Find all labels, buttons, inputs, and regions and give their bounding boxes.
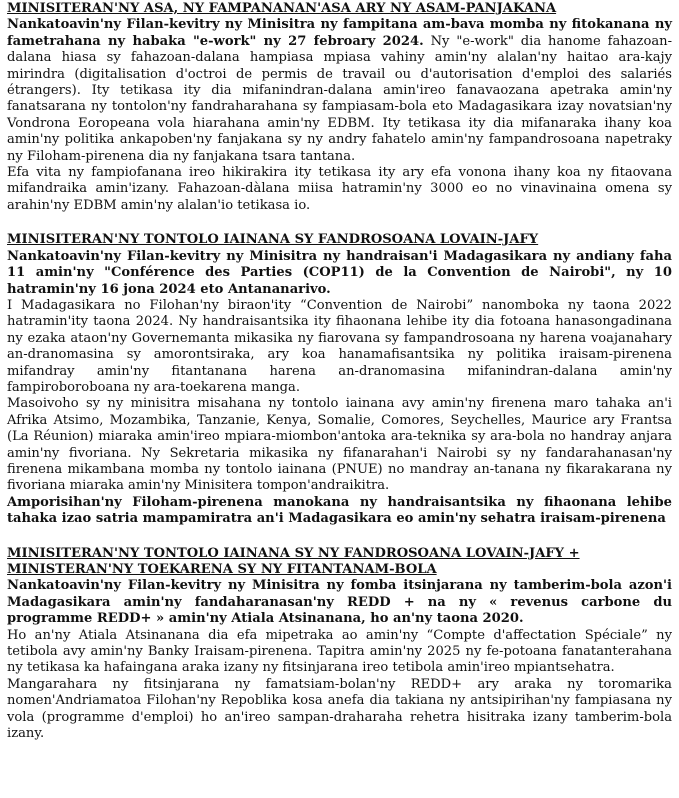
section-ministry-environment-economy — [7, 546, 672, 743]
decision-lead: Nankatoavin'ny Filan-kevitry ny Minisitra ny fampitana am-bava momba ny fitokanana ny fametrahana ny habaka "e-work" ny 27 febroary 2024. — [7, 17, 672, 49]
decision-lead: Nankatoavin'ny Filan-kevitry ny Minisitra ny handraisan'i Madagasikara ny andiany faha 11 amin'ny "Conférence des Parties (COP11) de la Convention de Nairobi", ny 10 hatramin'ny 16 jona 2024 eto Antananarivo. — [7, 248, 672, 297]
section-paragraph: Mangarahara ny fitsinjarana ny famatsiam-bolan'ny REDD+ ary araka ny toromarika nomen'Andriamatoa Filohan'ny Repoblika kosa anefa dia takiana ny antsipirihan'ny fampiasana ny vola (programme d'emploi) ho an'ireo sampan-draharaha rehetra hisitraka izany tamberim-bola izany. — [7, 676, 672, 742]
closing-statement: Amporisihan'ny Filoham-pirenena manokana ny handraisantsika ny fihaonana lehibe tahaka izao satria mampamiratra an'i Madagasikara eo amin'ny sehatra iraisam-pirenena — [7, 494, 672, 527]
section-spacer — [7, 214, 672, 232]
section-ministry-environment — [7, 232, 672, 527]
section-paragraph: I Madagasikara no Filohan'ny biraon'ity “Convention de Nairobi” nanomboka ny taona 2022 hatramin'ity taona 2024. Ny handraisantsika ity fihaonana lehibe ity dia fotoana hanasongadinana ny ezaka ataon'ny Governemanta mikasika ny fiarovana sy fampandrosoana ny harena voajanahary an-dranomasina sy amorontsiraka, ary koa hanamafisantsika ny politika iraisam-pirenena mifandray amin'ny fitantanana harena an-dranomasina mifanindran-dalana amin'ny fampiroboroboana ny ara-toekarena manga. — [7, 297, 672, 395]
section-ministry-labor — [7, 1, 672, 214]
section-paragraph — [7, 17, 672, 165]
paragraph-text: Ny "e-work" dia hanome fahazoan-dalana hiasa sy fahazoan-dalana hampiasa mpiasa vahiny amin'ny alalan'ny haitao ara-kajy mirindra (digitalisation d'octroi de permis de travail ou d'autorisation d'emploi des salariés étrangers). Ity tetikasa ity dia mifanindran-dalana amin'ireo fanavaozana apetraka amin'ny fanatsarana ny tontolon'ny fandraharahana sy fampiasam-bola eto Madagasikara izay novatsian'ny Vondrona Eoropeana vola hiarahana amin'ny EDBM. Ity tetikasa ity dia mifanaraka ihany koa amin'ny politika ankapoben'ny fanjakana sy ny andry fahatelo amin'ny fampandrosoana napetraky ny Filoham-pirenena dia ny fanjakana tsara tantana. — [7, 33, 672, 164]
section-title: MINISITERAN'NY TONTOLO IAINANA SY NY FANDROSOANA LOVAIN-JAFY + MINISTERAN'NY TOEKARENA SY NY FITANTANAM-BOLA — [7, 545, 580, 577]
decision-lead: Nankatoavin'ny Filan-kevitry ny Minisitra ny fomba itsinjarana ny tamberim-bola azon'i Madagasikara amin'ny fandaharanasan'ny REDD + na ny « revenus carbone du programme REDD+ » amin'ny Atiala Atsinanana, ho an'ny taona 2020. — [7, 578, 672, 627]
section-title: MINISITERAN'NY ASA, NY FAMPANANAN'ASA ARY NY ASAM-PANJAKANA — [7, 1, 557, 16]
section-paragraph: Masoivoho sy ny minisitra misahana ny tontolo iainana avy amin'ny firenena maro tahaka an'i Afrika Atsimo, Mozambika, Tanzanie, Kenya, Somalie, Comores, Seychelles, Maurice ary Frantsa (La Réunion) miaraka amin'ireo mpiara-miombon'antoka ara-teknika sy ara-bola no handray anjara amin'ny fivoriana. Ny Sekretaria mikasika ny fifanarahan'i Nairobi sy ny fandarahanasan'ny firenena mikambana momba ny tontolo iainana (PNUE) no mandray an-tanana ny fikarakarana ny fivoriana miaraka amin'ny Minisitera tompon'andraikitra. — [7, 396, 672, 494]
section-paragraph: Efa vita ny fampiofanana ireo hikirakira ity tetikasa ity ary efa vonona ihany koa ny fitaovana mifandraika amin'izany. Fahazoan-dàlana miisa hatramin'ny 3000 eo no vinavinaina omena sy arahin'ny EDBM amin'ny alalan'io tetikasa io. — [7, 165, 672, 213]
section-paragraph: Ho an'ny Atiala Atsinanana dia efa mipetraka ao amin'ny “Compte d'affectation Spéciale” ny tetibola avy amin'ny Banky Iraisam-pirenena. Tapitra amin'ny 2025 ny fe-potoana fanatanterahana ny tetikasa ka hafaingana araka izany ny fitsinjarana ireo tetibola amin'ireo mpiantsehatra. — [7, 627, 672, 676]
section-spacer — [7, 528, 672, 546]
section-title: MINISITERAN'NY TONTOLO IAINANA SY FANDROSOANA LOVAIN-JAFY — [7, 232, 539, 248]
